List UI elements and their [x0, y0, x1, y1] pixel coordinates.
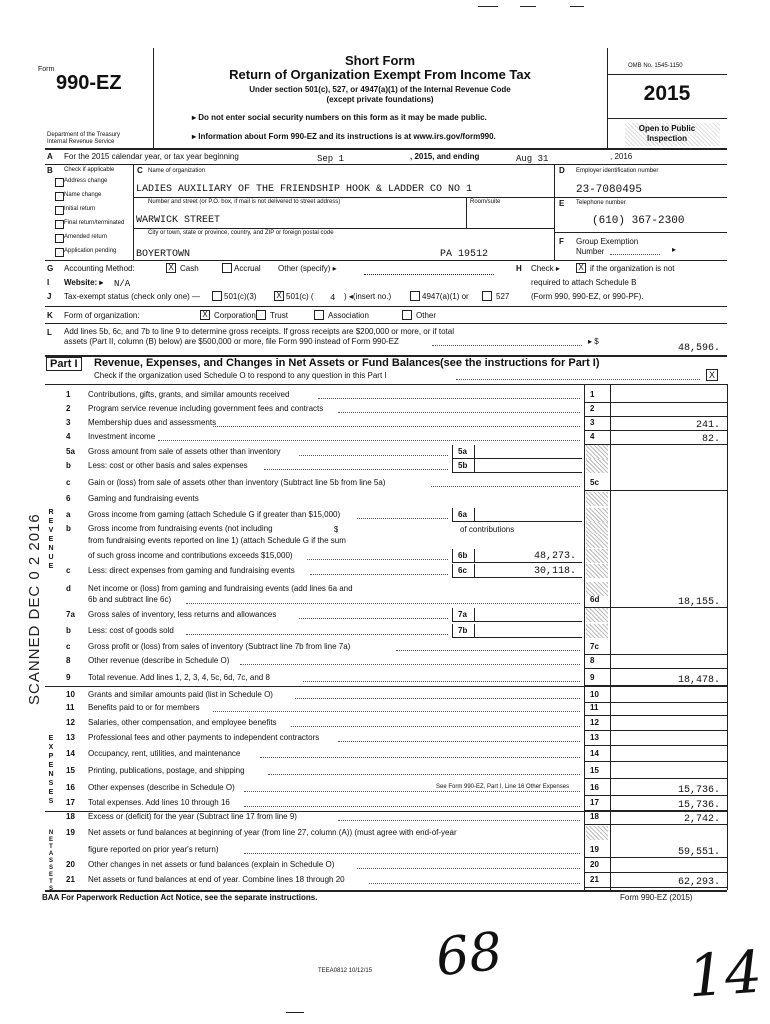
group-number-label: Number [576, 247, 605, 256]
form-prefix: Form [38, 66, 55, 73]
line-description: Program service revenue including government fees and contracts [88, 404, 324, 413]
street-label: Number and street (or P.O. box, if mail is not delivered to street address) [148, 199, 341, 205]
line-amount: 18,478. [677, 675, 720, 686]
line-number: d [66, 584, 71, 593]
line-ref: 5a [458, 447, 467, 456]
insert-no-label: ) ◂(insert no.) [344, 292, 392, 301]
ssn-notice: ▸ Do not enter social security numbers on this form as it may be made public. [192, 113, 487, 122]
line-number: 9 [66, 673, 71, 682]
ein: 23-7080495 [576, 184, 643, 196]
shaded-cell [586, 508, 608, 522]
line-number: 1 [66, 390, 71, 399]
line-ref: 7a [458, 610, 467, 619]
line-l-text-2: assets (Part II, column (B) below) are $500,000 or more, file Form 990 instead of Form 990-EZ [64, 337, 399, 346]
line-number: 17 [66, 798, 75, 807]
line-amount: 82. [701, 434, 720, 445]
line-l-dollar: ▸ $ [588, 337, 599, 346]
corporation-label: Corporation [214, 311, 256, 320]
association-checkbox[interactable] [314, 310, 324, 320]
cash-label: Cash [180, 264, 199, 273]
line-number: 3 [66, 418, 71, 427]
line-amount: 59,551. [677, 847, 720, 858]
tax-year-begin: Sep 1 [317, 154, 345, 164]
501c3-checkbox[interactable] [212, 291, 222, 301]
line-description: Printing, publications, postage, and shipping [88, 766, 245, 775]
line-ref: 1 [590, 390, 595, 399]
phone-label: Telephone number [576, 200, 626, 206]
amended-return-label: Amended return [64, 234, 108, 240]
line-ref: 12 [590, 718, 599, 727]
line-ref: 2 [590, 404, 595, 413]
city: BOYERTOWN [136, 249, 191, 260]
line-description: Salaries, other compensation, and employee benefits [88, 718, 277, 727]
line-description: of such gross income and contributions exceeds $15,000) [88, 551, 293, 560]
accrual-label: Accrual [234, 264, 261, 273]
line-description: Total revenue. Add lines 1, 2, 3, 4, 5c, 6d, 7c, and 8 [88, 673, 270, 682]
line-16-note: See Form 990-EZ, Part I, Line 16 Other Expenses [436, 784, 570, 790]
paperwork-notice: BAA For Paperwork Reduction Act Notice, see the separate instructions. [42, 893, 318, 902]
line-inner-amount: 48,273. [533, 551, 576, 562]
cash-checkbox[interactable]: X [166, 263, 176, 273]
line-number: 6 [66, 494, 71, 503]
form-reference: Form 990-EZ (2015) [620, 893, 693, 902]
line-ref: 11 [590, 703, 599, 712]
line-ref: 15 [590, 766, 599, 775]
line-l-label: L [47, 328, 52, 337]
line-number: 11 [66, 703, 75, 712]
line-description: Occupancy, rent, utilities, and maintenance [88, 749, 241, 758]
501c-number: 4 [330, 293, 336, 303]
line-number: 5a [66, 447, 75, 456]
line-ref: 10 [590, 690, 599, 699]
line-amount: 2,742. [683, 814, 720, 825]
shaded-cell [586, 826, 608, 840]
line-ref: 7c [590, 642, 599, 651]
initial-return-checkbox[interactable] [55, 206, 64, 215]
ein-label: Employer identification number [576, 168, 659, 174]
line-number: 2 [66, 404, 71, 413]
website: N/A [114, 279, 131, 289]
line-description: Professional fees and other payments to independent contractors [88, 733, 320, 742]
tax-year: 2015 [643, 82, 691, 105]
line-ref: 20 [590, 860, 599, 869]
org-name: LADIES AUXILIARY OF THE FRIENDSHIP HOOK & LADDER CO NO 1 [136, 184, 473, 195]
part-1-title: Revenue, Expenses, and Changes in Net Assets or Fund Balances [94, 357, 441, 369]
line-number: 16 [66, 783, 75, 792]
line-description: Gain or (loss) from sale of assets other than inventory (Subtract line 5b from line 5a) [88, 478, 386, 487]
line-ref: 21 [590, 875, 599, 884]
line-number: c [66, 478, 71, 487]
form-number: 990-EZ [56, 72, 122, 94]
line-description: Contributions, gifts, grants, and similar amounts received [88, 390, 290, 399]
line-h-text-2: required to attach Schedule B [531, 278, 637, 287]
line-inner-amount: 30,118. [533, 566, 576, 577]
line-number: 14 [66, 749, 75, 758]
line-number: c [66, 642, 71, 651]
city-label: City or town, state or province, country, and ZIP or foreign postal code [148, 230, 334, 236]
check-if-applicable: Check if applicable [64, 167, 115, 173]
corporation-checkbox[interactable]: X [200, 310, 210, 320]
line-h-text-1: if the organization is not [590, 264, 675, 273]
irs: Internal Revenue Service [47, 139, 115, 145]
line-description: from fundraising events reported on line 1) (attach Schedule G if the sum [88, 536, 346, 545]
line-number: a [66, 510, 71, 519]
shaded-cell [586, 624, 608, 638]
form-title: Return of Organization Exempt From Income Tax [229, 67, 531, 82]
line-description: Gross income from fundraising events (not including [88, 524, 273, 533]
tax-exempt-status-label: Tax-exempt status (check only one) — [64, 292, 201, 301]
part-1-title-note: (see the instructions for Part I) [440, 357, 600, 369]
line-description: Less: cost of goods sold [88, 626, 174, 635]
line-ref: 13 [590, 733, 599, 742]
state-zip: PA 19512 [440, 249, 489, 260]
line-ref: 19 [590, 845, 599, 854]
handwritten-number-right: 14 [685, 937, 765, 1011]
shaded-cell [586, 608, 608, 622]
line-description: Other expenses (describe in Schedule O) [88, 783, 235, 792]
501c3-label: 501(c)(3) [224, 292, 257, 301]
line-description: Other changes in net assets or fund balances (explain in Schedule O) [88, 860, 335, 869]
line-ref: 18 [590, 812, 599, 821]
line-ref: 6b [458, 551, 468, 560]
group-exemption-label: Group Exemption [576, 237, 639, 246]
final-return-label: Final return/terminated [64, 220, 125, 226]
501c-label: 501(c) ( [286, 292, 314, 301]
line-description: Gaming and fundraising events [88, 494, 199, 503]
scanned-stamp: SCANNED DEC 0 2 2016 [26, 513, 43, 705]
application-pending-checkbox[interactable] [55, 248, 64, 257]
line-6b-contributions: of contributions [460, 525, 515, 534]
open-to-public: Open to Public [638, 124, 696, 133]
line-number: 7a [66, 610, 75, 619]
inspection: Inspection [646, 134, 687, 143]
section-f-label: F [559, 237, 564, 246]
omb-number: OMB No. 1545-1150 [628, 63, 683, 69]
line-description: Gross amount from sale of assets other than inventory [88, 447, 281, 456]
line-h-check: Check ▸ [531, 264, 560, 273]
line-number: 12 [66, 718, 75, 727]
accounting-method-label: Accounting Method: [64, 264, 135, 273]
line-number: c [66, 566, 71, 575]
phone: (610) 367-2300 [592, 215, 685, 227]
schedule-o-check-text: Check if the organization used Schedule O to respond to any question in this Part I [94, 371, 387, 380]
initial-return-label: Initial return [64, 206, 96, 212]
shaded-cell [586, 492, 608, 506]
schedule-o-checkbox[interactable]: X [706, 369, 718, 381]
line-description: Grants and similar amounts paid (list in Schedule O) [88, 690, 273, 699]
amended-return-checkbox[interactable] [55, 234, 64, 243]
line-ref: 17 [590, 798, 599, 807]
form-of-org-label: Form of organization: [64, 311, 140, 320]
trust-label: Trust [270, 311, 288, 320]
line-number: 18 [66, 812, 75, 821]
line-amount: 15,736. [677, 785, 720, 796]
net-assets-side-label: N E T A S S E T S [48, 830, 54, 892]
line-number: b [66, 524, 71, 533]
line-number: 10 [66, 690, 75, 699]
4947-label: 4947(a)(1) or [422, 292, 469, 301]
line-ref: 9 [590, 673, 595, 682]
527-checkbox[interactable] [482, 291, 492, 301]
line-6b-dollar: $ [334, 525, 339, 534]
name-change-label: Name change [64, 192, 102, 198]
line-description: Less: cost or other basis and sales expenses [88, 461, 248, 470]
section-d-label: D [559, 166, 565, 175]
expenses-side-label: E X P E N S E S [48, 735, 54, 805]
schedule-b-checkbox[interactable]: X [576, 263, 586, 273]
line-h-label: H [516, 264, 522, 273]
short-form-label: Short Form [344, 53, 416, 68]
gross-receipts-amount: 48,596. [677, 343, 720, 354]
street-address: WARWICK STREET [136, 215, 221, 226]
line-g-label: G [47, 264, 54, 273]
other-org-checkbox[interactable] [402, 310, 412, 320]
line-a-label: A [47, 152, 53, 161]
line-description: Benefits paid to or for members [88, 703, 200, 712]
line-description: Investment income [88, 432, 156, 441]
line-description: Net assets or fund balances at beginning of year (from line 27, column (A)) (must agree with end-of-year [88, 828, 457, 837]
handwritten-number-left: 68 [433, 921, 506, 989]
address-change-label: Address change [64, 178, 108, 184]
line-number: 19 [66, 828, 75, 837]
line-ref: 6d [590, 595, 600, 604]
final-return-checkbox[interactable] [55, 220, 64, 229]
line-amount: 18,155. [677, 597, 720, 608]
line-ref: 14 [590, 749, 599, 758]
shaded-cell [586, 534, 608, 548]
line-ref: 3 [590, 418, 595, 427]
line-description: Net assets or fund balances at end of year. Combine lines 18 through 20 [88, 875, 345, 884]
line-amount: 15,736. [677, 800, 720, 811]
line-description: 6b and subtract line 6c) [88, 595, 172, 604]
line-description: Gross income from gaming (attach Schedule G if greater than $15,000) [88, 510, 341, 519]
form-subtitle-1: Under section 501(c), 527, or 4947(a)(1) of the Internal Revenue Code [249, 85, 511, 94]
line-j-label: J [47, 292, 52, 301]
software-code: TEEA0812 10/12/15 [318, 968, 373, 974]
line-ref: 4 [590, 432, 595, 441]
line-description: Gross sales of inventory, less returns and allowances [88, 610, 277, 619]
501c-checkbox[interactable]: X [274, 291, 284, 301]
line-k-label: K [47, 311, 53, 320]
line-l-text-1: Add lines 5b, 6c, and 7b to line 9 to determine gross receipts. If gross receipts are $200,000 or more, or if total [64, 327, 454, 336]
address-change-checkbox[interactable] [55, 178, 64, 187]
line-description: Excess or (deficit) for the year (Subtract line 17 from line 9) [88, 812, 297, 821]
line-description: Gross profit or (loss) from sales of inventory (Subtract line 7b from line 7a) [88, 642, 351, 651]
line-h-text-3: (Form 990, 990-EZ, or 990-PF). [531, 292, 644, 301]
room-suite-label: Room/suite [470, 199, 501, 205]
line-number: b [66, 461, 71, 470]
other-org-label: Other [416, 311, 437, 320]
website-label: Website: ▸ [64, 278, 104, 287]
line-description: figure reported on prior year's return) [88, 845, 219, 854]
line-ref: 7b [458, 626, 468, 635]
org-name-label: Name of organization [148, 168, 206, 174]
trust-checkbox[interactable] [256, 310, 266, 320]
revenue-side-label: R E V E N U E [48, 509, 54, 570]
name-change-checkbox[interactable] [55, 192, 64, 201]
line-a-text: For the 2015 calendar year, or tax year beginning [64, 152, 239, 161]
line-ref: 16 [590, 783, 599, 792]
other-method-label: Other (specify) ▸ [278, 264, 337, 273]
line-number: 20 [66, 860, 75, 869]
line-number: b [66, 626, 71, 635]
line-number: 4 [66, 432, 71, 441]
line-amount: 241. [695, 420, 720, 431]
association-label: Association [328, 311, 369, 320]
form-subtitle-2: (except private foundations) [326, 95, 434, 104]
shaded-cell [586, 459, 608, 473]
shaded-cell [586, 549, 608, 563]
line-ref: 5c [590, 478, 599, 487]
section-c-label: C [137, 166, 143, 175]
part-1-label: Part I [46, 357, 82, 371]
line-ref: 6a [458, 510, 467, 519]
line-number: 15 [66, 766, 75, 775]
line-ref: 5b [458, 461, 468, 470]
tax-year-end-year: , 2016 [610, 152, 633, 161]
department: Department of the Treasury [47, 132, 121, 138]
line-description: Less: direct expenses from gaming and fundraising events [88, 566, 295, 575]
line-description: Total expenses. Add lines 10 through 16 [88, 798, 230, 807]
line-description: Net income or (loss) from gaming and fundraising events (add lines 6a and [88, 584, 353, 593]
line-a-mid: , 2015, and ending [410, 152, 480, 161]
527-label: 527 [496, 292, 510, 301]
line-amount: 62,293. [677, 877, 720, 888]
shaded-cell [586, 445, 608, 459]
group-arrow: ▸ [672, 245, 677, 254]
line-number: 13 [66, 733, 75, 742]
4947-checkbox[interactable] [410, 291, 420, 301]
line-description: Other revenue (describe in Schedule O) [88, 656, 230, 665]
line-i-label: I [47, 278, 50, 287]
section-e-label: E [559, 199, 565, 208]
shaded-cell [586, 564, 608, 578]
info-notice: ▸ Information about Form 990-EZ and its instructions is at www.irs.gov/form990. [192, 132, 496, 141]
application-pending-label: Application pending [64, 248, 117, 254]
line-number: 8 [66, 656, 71, 665]
line-ref: 8 [590, 656, 595, 665]
line-description: Membership dues and assessments [88, 418, 217, 427]
shaded-cell [586, 582, 608, 596]
section-b-label: B [47, 166, 53, 175]
line-ref: 6c [458, 566, 467, 575]
line-number: 21 [66, 875, 75, 884]
accrual-checkbox[interactable] [222, 263, 232, 273]
tax-year-end: Aug 31 [516, 154, 549, 164]
